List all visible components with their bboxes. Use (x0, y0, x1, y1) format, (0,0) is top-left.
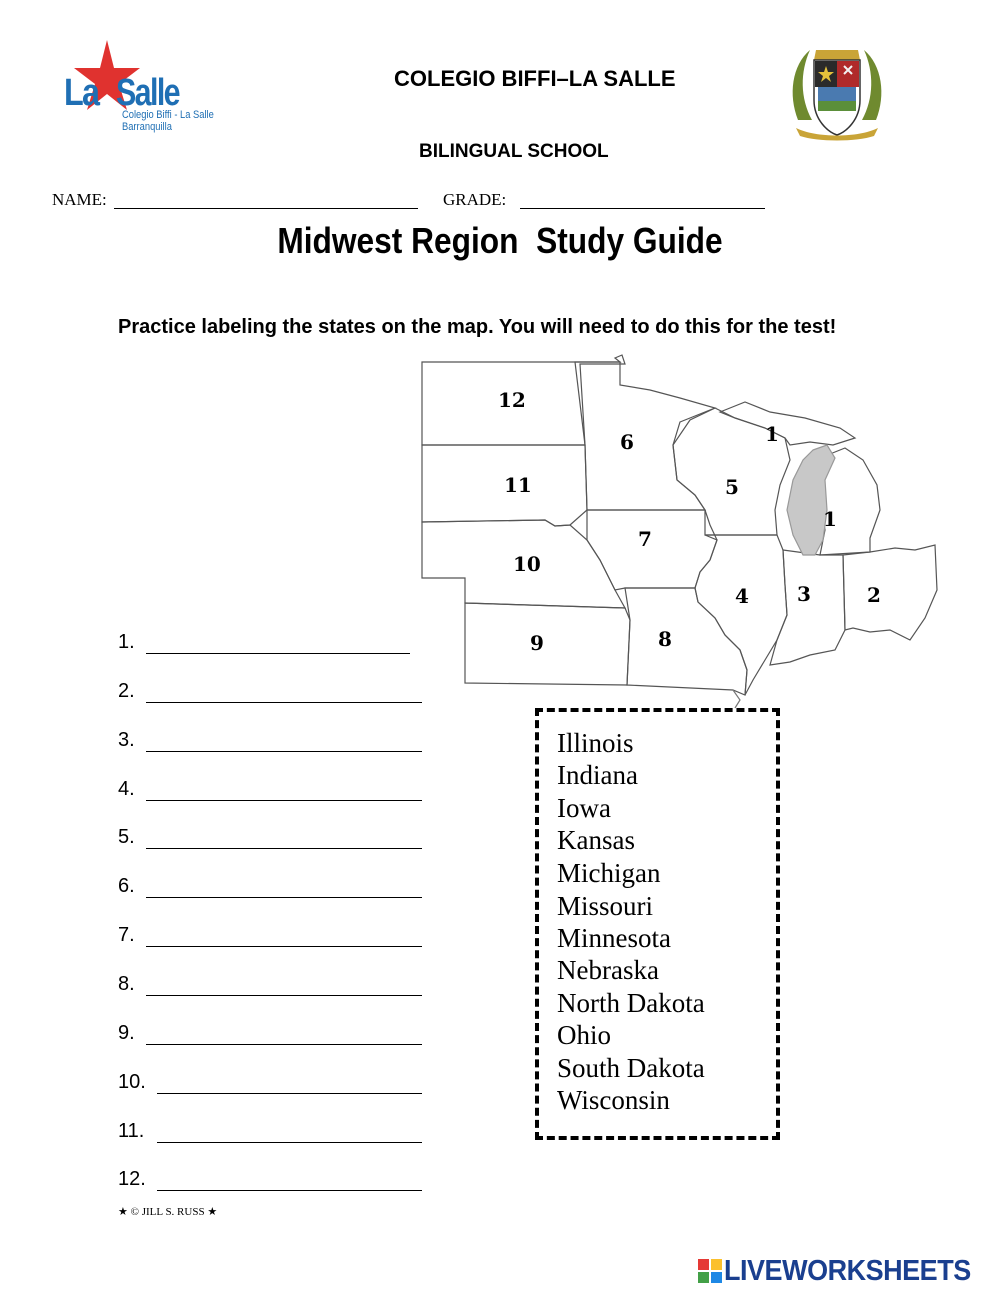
answer-number: 11. (118, 1120, 145, 1142)
answer-field[interactable] (146, 653, 410, 654)
answer-field[interactable] (146, 702, 422, 703)
word-bank-item: Indiana (557, 760, 638, 790)
map-label: 3 (797, 582, 811, 606)
map-label: 1 (765, 422, 779, 446)
map-state-missouri (625, 588, 747, 695)
word-bank-item: South Dakota (557, 1053, 705, 1083)
school-crest-icon (786, 40, 888, 142)
map-label: 12 (498, 388, 526, 412)
map-state-illinois (695, 535, 787, 695)
map-state-ohio (843, 545, 937, 640)
answer-number: 4. (118, 778, 135, 800)
answer-number: 10. (118, 1071, 146, 1093)
word-bank-item: Minnesota (557, 923, 671, 953)
word-bank-item: Nebraska (557, 955, 659, 985)
answer-row (118, 1163, 428, 1193)
answer-number: 3. (118, 729, 135, 751)
answer-number: 8. (118, 973, 135, 995)
answer-number: 7. (118, 924, 135, 946)
map-label: 8 (658, 627, 672, 651)
grade-field[interactable] (520, 208, 765, 209)
map-label: 10 (513, 552, 541, 576)
page-title: Midwest Region Study Guide (277, 220, 723, 261)
map-label: 1 (823, 507, 837, 531)
answer-row (118, 1017, 428, 1047)
word-bank (535, 708, 780, 1140)
liveworksheets-logo-icon (698, 1259, 722, 1283)
answer-row (118, 675, 428, 705)
answer-field[interactable] (146, 751, 422, 752)
answer-row (118, 870, 428, 900)
lake-michigan (787, 445, 835, 555)
word-bank-item: North Dakota (557, 988, 705, 1018)
answer-field[interactable] (146, 800, 422, 801)
answer-field[interactable] (157, 1142, 422, 1143)
word-bank-item: Ohio (557, 1020, 611, 1050)
answer-number: 12. (118, 1168, 146, 1190)
map-label: 9 (530, 631, 544, 655)
logo-subtitle (122, 109, 214, 133)
logo-word-la: La (64, 72, 99, 114)
answer-row (118, 773, 428, 803)
answer-field[interactable] (146, 946, 422, 947)
answer-row (118, 1115, 428, 1145)
answer-row (118, 626, 428, 656)
map-label: 4 (735, 584, 749, 608)
answer-field[interactable] (146, 1044, 422, 1045)
map-state-michigan-upper (720, 402, 855, 445)
answer-row (118, 821, 428, 851)
copyright: ★ © JILL S. RUSS ★ (118, 1206, 218, 1218)
answer-row (118, 968, 428, 998)
word-bank-item: Wisconsin (557, 1085, 670, 1115)
map-label: 11 (504, 473, 532, 497)
answer-field[interactable] (146, 897, 422, 898)
word-bank-item: Iowa (557, 793, 611, 823)
map-label: 5 (725, 475, 739, 499)
answer-row (118, 724, 428, 754)
logo-word-salle: Salle (116, 72, 179, 114)
school-name: COLEGIO BIFFI–LA SALLE (394, 66, 676, 91)
map-label: 7 (638, 527, 652, 551)
answer-field[interactable] (157, 1190, 422, 1191)
answer-field[interactable] (146, 995, 422, 996)
answer-number: 9. (118, 1022, 135, 1044)
word-bank-item: Michigan (557, 858, 661, 888)
answer-field[interactable] (157, 1093, 422, 1094)
answer-number: 2. (118, 680, 135, 702)
instructions: Practice labeling the states on the map. You will need to do this for the test! (118, 316, 837, 338)
answer-row (118, 919, 428, 949)
liveworksheets-brand[interactable]: LIVEWORKSHEETS (724, 1255, 971, 1287)
word-bank-item: Kansas (557, 825, 635, 855)
logo-subtitle-line-1: Colegio Biffi - La Salle (122, 109, 214, 121)
map-label: 2 (867, 583, 881, 607)
map-state-indiana (770, 550, 845, 665)
answer-field[interactable] (146, 848, 422, 849)
school-subtitle: BILINGUAL SCHOOL (419, 141, 609, 162)
answer-number: 5. (118, 826, 135, 848)
word-bank-item: Missouri (557, 891, 654, 921)
answer-number: 1. (118, 631, 135, 653)
answer-number: 6. (118, 875, 135, 897)
map-state-minnesota (575, 362, 715, 510)
grade-label: GRADE: (443, 190, 507, 209)
answer-row (118, 1066, 428, 1096)
word-bank-item: Illinois (557, 728, 634, 758)
map-label: 6 (620, 430, 634, 454)
name-field[interactable] (114, 208, 418, 209)
logo-subtitle-line-2: Barranquilla (122, 121, 172, 133)
name-label: NAME: (52, 190, 107, 209)
midwest-map (415, 350, 945, 710)
map-state-kansas (465, 603, 630, 685)
